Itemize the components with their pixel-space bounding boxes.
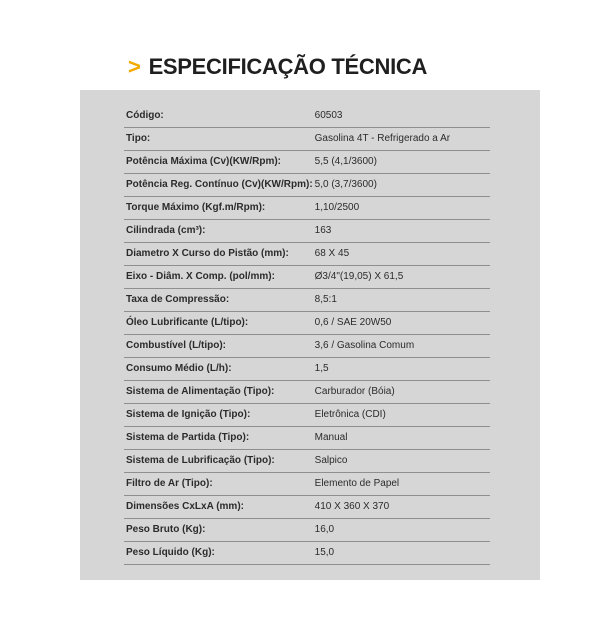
spec-row bbox=[124, 288, 490, 311]
spec-value: 3,6 / Gasolina Comum bbox=[313, 334, 490, 357]
spec-value: Eletrônica (CDI) bbox=[313, 403, 490, 426]
spec-label: Óleo Lubrificante (L/tipo): bbox=[124, 311, 313, 334]
spec-value: Manual bbox=[313, 426, 490, 449]
section-heading bbox=[128, 52, 427, 82]
spec-row bbox=[124, 357, 490, 380]
spec-value: 60503 bbox=[313, 104, 490, 127]
spec-label: Código: bbox=[124, 104, 313, 127]
spec-value: 15,0 bbox=[313, 541, 490, 564]
spec-label: Peso Líquido (Kg): bbox=[124, 541, 313, 564]
spec-value: 0,6 / SAE 20W50 bbox=[313, 311, 490, 334]
spec-row bbox=[124, 380, 490, 403]
spec-label: Sistema de Ignição (Tipo): bbox=[124, 403, 313, 426]
spec-label: Combustível (L/tipo): bbox=[124, 334, 313, 357]
spec-row bbox=[124, 127, 490, 150]
section-title: ESPECIFICAÇÃO TÉCNICA bbox=[148, 54, 428, 79]
spec-value: 5,5 (4,1/3600) bbox=[313, 150, 490, 173]
spec-row bbox=[124, 472, 490, 495]
spec-row bbox=[124, 495, 490, 518]
spec-value: 1,5 bbox=[313, 357, 490, 380]
spec-row bbox=[124, 242, 490, 265]
spec-row bbox=[124, 449, 490, 472]
spec-label: Potência Máxima (Cv)(KW/Rpm): bbox=[124, 150, 313, 173]
spec-table bbox=[124, 104, 490, 565]
spec-value: 68 X 45 bbox=[313, 242, 490, 265]
spec-label: Torque Máximo (Kgf.m/Rpm): bbox=[124, 196, 313, 219]
spec-label: Taxa de Compressão: bbox=[124, 288, 313, 311]
spec-label: Peso Bruto (Kg): bbox=[124, 518, 313, 541]
spec-row bbox=[124, 426, 490, 449]
spec-label: Sistema de Alimentação (Tipo): bbox=[124, 380, 313, 403]
spec-label: Dimensões CxLxA (mm): bbox=[124, 495, 313, 518]
spec-value: 410 X 360 X 370 bbox=[313, 495, 490, 518]
spec-label: Eixo - Diâm. X Comp. (pol/mm): bbox=[124, 265, 313, 288]
spec-row bbox=[124, 196, 490, 219]
chevron-right-icon: > bbox=[128, 54, 141, 79]
spec-row bbox=[124, 311, 490, 334]
spec-label: Cilindrada (cm³): bbox=[124, 219, 313, 242]
spec-row bbox=[124, 173, 490, 196]
spec-row bbox=[124, 541, 490, 564]
spec-row bbox=[124, 150, 490, 173]
spec-value: 5,0 (3,7/3600) bbox=[313, 173, 490, 196]
spec-row bbox=[124, 518, 490, 541]
spec-value: Salpico bbox=[313, 449, 490, 472]
spec-value: 1,10/2500 bbox=[313, 196, 490, 219]
spec-value: 16,0 bbox=[313, 518, 490, 541]
spec-panel bbox=[80, 90, 540, 580]
spec-row bbox=[124, 265, 490, 288]
spec-value: 8,5:1 bbox=[313, 288, 490, 311]
spec-row bbox=[124, 334, 490, 357]
spec-label: Sistema de Partida (Tipo): bbox=[124, 426, 313, 449]
spec-label: Tipo: bbox=[124, 127, 313, 150]
spec-value: Ø3/4"(19,05) X 61,5 bbox=[313, 265, 490, 288]
spec-label: Filtro de Ar (Tipo): bbox=[124, 472, 313, 495]
spec-row bbox=[124, 104, 490, 127]
spec-row bbox=[124, 403, 490, 426]
spec-value: 163 bbox=[313, 219, 490, 242]
spec-label: Potência Reg. Contínuo (Cv)(KW/Rpm): bbox=[124, 173, 313, 196]
spec-value: Gasolina 4T - Refrigerado a Ar bbox=[313, 127, 490, 150]
spec-label: Consumo Médio (L/h): bbox=[124, 357, 313, 380]
spec-value: Carburador (Bóia) bbox=[313, 380, 490, 403]
spec-row bbox=[124, 219, 490, 242]
spec-label: Diametro X Curso do Pistão (mm): bbox=[124, 242, 313, 265]
spec-label: Sistema de Lubrificação (Tipo): bbox=[124, 449, 313, 472]
spec-value: Elemento de Papel bbox=[313, 472, 490, 495]
